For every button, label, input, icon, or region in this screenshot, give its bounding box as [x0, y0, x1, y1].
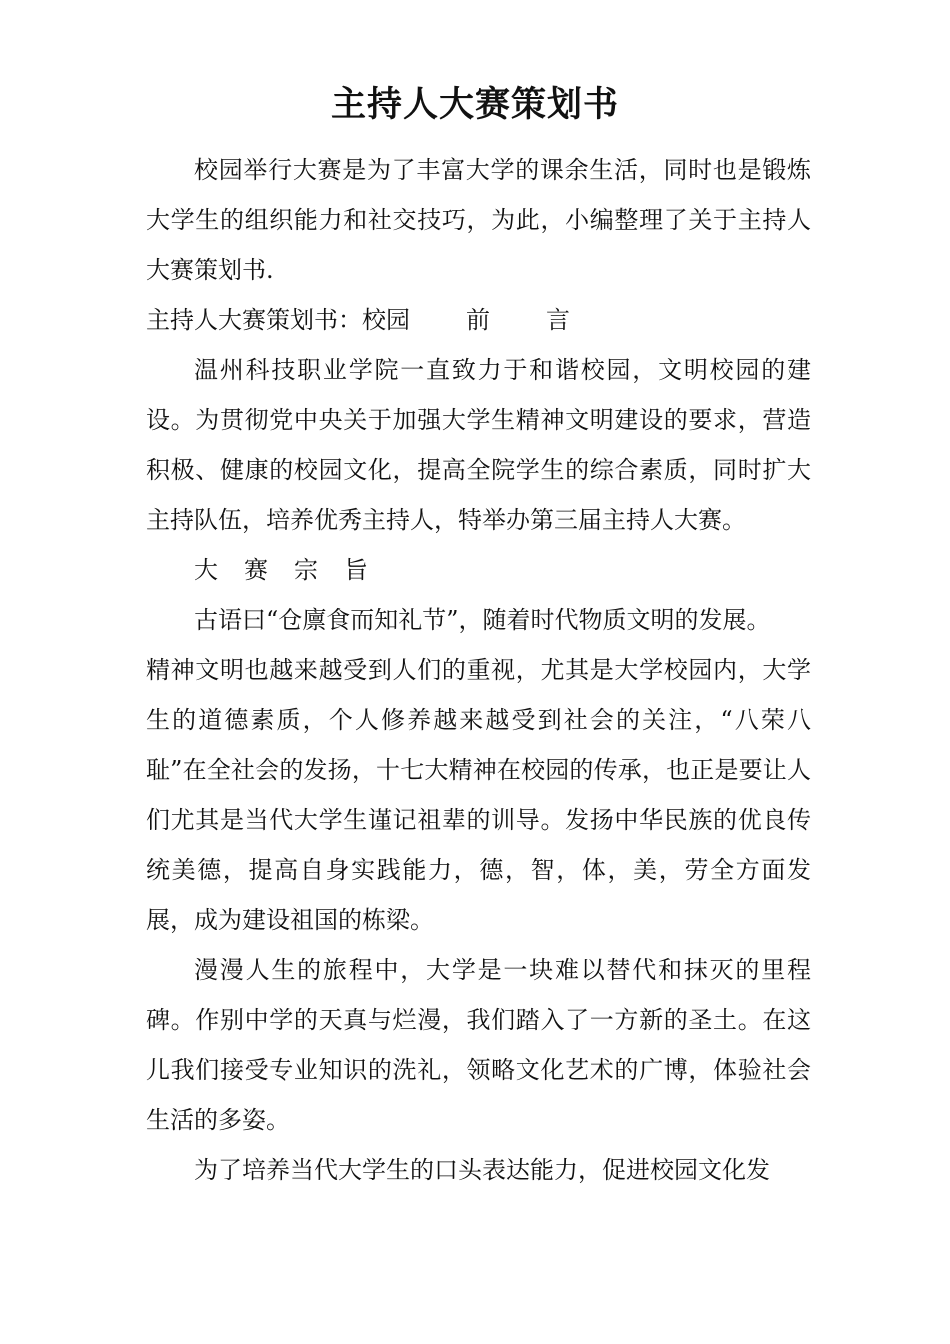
document-body [146, 145, 811, 1195]
section-heading-word-1: 前 [466, 306, 490, 334]
section-heading-word-2: 言 [546, 306, 570, 334]
paragraph-purpose-first-line: 古语曰“仓廪食而知礼节”，随着时代物质文明的发展。 [194, 606, 771, 634]
paragraph-purpose: 精神文明也越来越受到人们的重视，尤其是大学校园内，大学生的道德素质，个人修养越来越受到社会的关注，“八荣八耻”在全社会的发扬，十七大精神在校园的传承，也正是要让人们尤其是当代大学生谨记祖辈的训导。发扬中华民族的优良传统美德，提高自身实践能力，德，智，体，美，劳全方面发展，成为建设祖国的栋梁。 [146, 656, 811, 934]
section-heading-preface [146, 295, 811, 345]
intro-paragraph: 校园举行大赛是为了丰富大学的课余生活，同时也是锻炼大学生的组织能力和社交技巧，为此，小编整理了关于主持人大赛策划书. [146, 156, 811, 284]
paragraph-preface: 温州科技职业学院一直致力于和谐校园，文明校园的建设。为贯彻党中央关于加强大学生精神文明建设的要求，营造积极、健康的校园文化，提高全院学生的综合素质，同时扩大主持队伍，培养优秀主持人，特举办第三届主持人大赛。 [146, 356, 811, 534]
paragraph-oral-expression: 为了培养当代大学生的口头表达能力，促进校园文化发 [194, 1156, 770, 1184]
paragraph-university-journey: 漫漫人生的旅程中，大学是一块难以替代和抹灭的里程碑。作别中学的天真与烂漫，我们踏入了一方新的圣土。在这儿我们接受专业知识的洗礼，领略文化艺术的广博，体验社会生活的多姿。 [146, 956, 811, 1134]
section-heading-prefix: 主持人大赛策划书：校园 [146, 306, 410, 334]
section-heading-purpose: 大赛宗旨 [194, 556, 394, 584]
document-title: 主持人大赛策划书 [330, 84, 619, 125]
